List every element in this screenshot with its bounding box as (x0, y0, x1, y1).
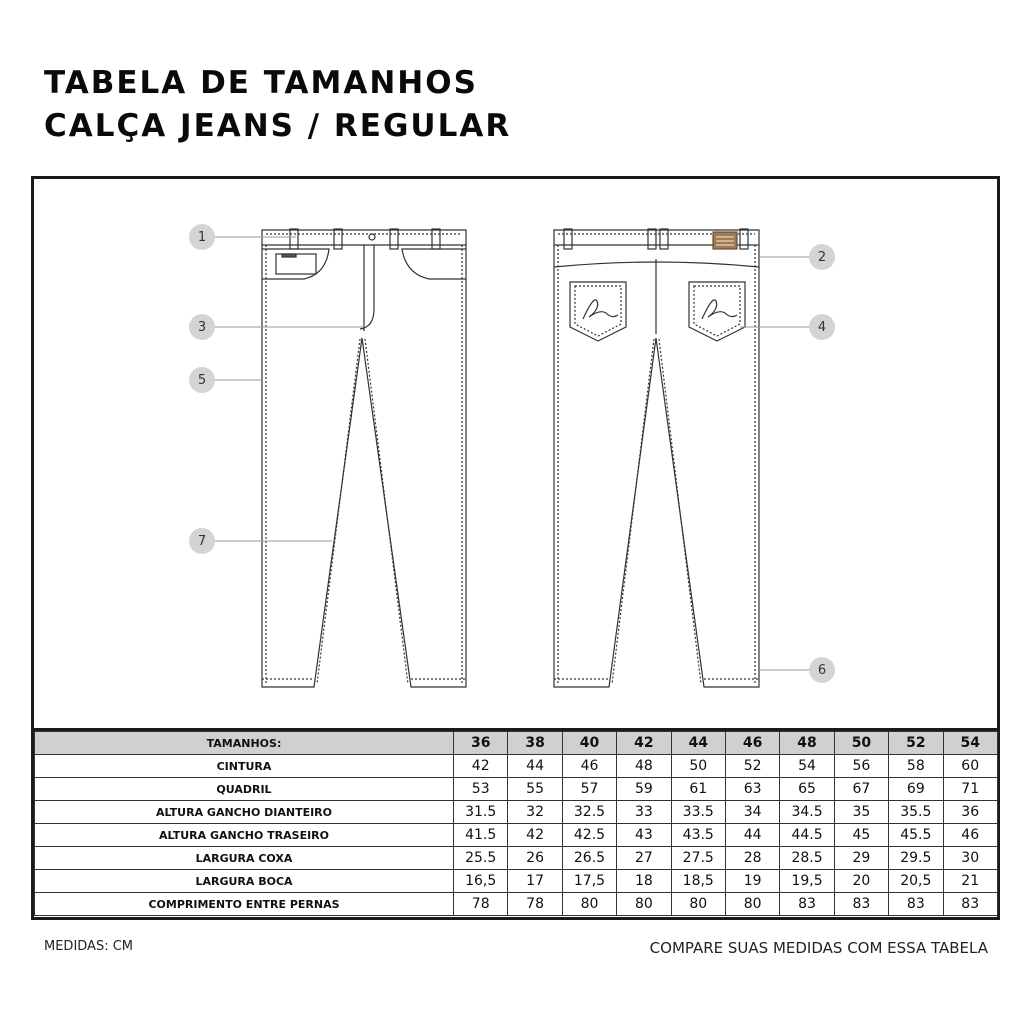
table-cell: 52 (725, 755, 779, 778)
table-cell: 42 (454, 755, 508, 778)
jeans-technical-drawing (34, 179, 997, 728)
table-cell: 80 (725, 893, 779, 916)
table-cell: 29.5 (889, 847, 943, 870)
table-cell: 46 (562, 755, 616, 778)
table-cell: 20 (834, 870, 888, 893)
size-chart-frame (31, 176, 1000, 920)
table-cell: 78 (508, 893, 562, 916)
table-cell: 43.5 (671, 824, 725, 847)
table-header-row (35, 732, 998, 755)
size-header-cell: 38 (508, 732, 562, 755)
row-label: ALTURA GANCHO TRASEIRO (35, 824, 454, 847)
table-cell: 21 (943, 870, 997, 893)
table-cell: 46 (943, 824, 997, 847)
table-cell: 28.5 (780, 847, 834, 870)
table-cell: 83 (889, 893, 943, 916)
table-cell: 53 (454, 778, 508, 801)
callout-2: 2 (809, 244, 835, 270)
table-cell: 80 (617, 893, 671, 916)
table-cell: 16,5 (454, 870, 508, 893)
table-cell: 19,5 (780, 870, 834, 893)
table-cell: 83 (780, 893, 834, 916)
table-cell: 17 (508, 870, 562, 893)
table-cell: 65 (780, 778, 834, 801)
size-header-cell: 48 (780, 732, 834, 755)
table-cell: 44.5 (780, 824, 834, 847)
table-cell: 80 (562, 893, 616, 916)
table-cell: 20,5 (889, 870, 943, 893)
table-cell: 32.5 (562, 801, 616, 824)
table-cell: 83 (834, 893, 888, 916)
row-label: CINTURA (35, 755, 454, 778)
table-cell: 34.5 (780, 801, 834, 824)
table-cell: 63 (725, 778, 779, 801)
table-cell: 48 (617, 755, 671, 778)
table-row (35, 870, 998, 893)
table-cell: 35.5 (889, 801, 943, 824)
table-cell: 30 (943, 847, 997, 870)
table-cell: 58 (889, 755, 943, 778)
header-label: TAMANHOS: (35, 732, 454, 755)
callout-4: 4 (809, 314, 835, 340)
table-cell: 60 (943, 755, 997, 778)
table-cell: 27 (617, 847, 671, 870)
table-cell: 54 (780, 755, 834, 778)
table-cell: 57 (562, 778, 616, 801)
size-header-cell: 54 (943, 732, 997, 755)
page-title-line-1: TABELA DE TAMANHOS (44, 65, 478, 101)
row-label: ALTURA GANCHO DIANTEIRO (35, 801, 454, 824)
row-label: QUADRIL (35, 778, 454, 801)
table-cell: 44 (725, 824, 779, 847)
table-cell: 28 (725, 847, 779, 870)
table-cell: 45 (834, 824, 888, 847)
size-header-cell: 46 (725, 732, 779, 755)
table-cell: 42.5 (562, 824, 616, 847)
table-cell: 41.5 (454, 824, 508, 847)
size-header-cell: 52 (889, 732, 943, 755)
row-label: LARGURA COXA (35, 847, 454, 870)
callout-7: 7 (189, 528, 215, 554)
table-cell: 42 (508, 824, 562, 847)
table-row (35, 824, 998, 847)
table-cell: 27.5 (671, 847, 725, 870)
table-row (35, 801, 998, 824)
table-row (35, 755, 998, 778)
table-cell: 80 (671, 893, 725, 916)
size-table (34, 731, 998, 916)
table-cell: 25.5 (454, 847, 508, 870)
size-header-cell: 44 (671, 732, 725, 755)
table-cell: 45.5 (889, 824, 943, 847)
table-cell: 44 (508, 755, 562, 778)
jeans-illustration (34, 179, 997, 731)
callout-3: 3 (189, 314, 215, 340)
table-row (35, 778, 998, 801)
table-cell: 61 (671, 778, 725, 801)
row-label: COMPRIMENTO ENTRE PERNAS (35, 893, 454, 916)
row-label: LARGURA BOCA (35, 870, 454, 893)
size-header-cell: 42 (617, 732, 671, 755)
table-cell: 36 (943, 801, 997, 824)
table-cell: 33 (617, 801, 671, 824)
compare-note: COMPARE SUAS MEDIDAS COM ESSA TABELA (649, 939, 988, 957)
table-row (35, 893, 998, 916)
table-cell: 56 (834, 755, 888, 778)
table-cell: 29 (834, 847, 888, 870)
table-cell: 69 (889, 778, 943, 801)
table-cell: 55 (508, 778, 562, 801)
table-cell: 71 (943, 778, 997, 801)
size-header-cell: 36 (454, 732, 508, 755)
page-title-line-2: CALÇA JEANS / REGULAR (44, 108, 512, 144)
table-cell: 26 (508, 847, 562, 870)
table-cell: 43 (617, 824, 671, 847)
size-header-cell: 50 (834, 732, 888, 755)
table-cell: 34 (725, 801, 779, 824)
table-cell: 32 (508, 801, 562, 824)
size-header-cell: 40 (562, 732, 616, 755)
table-row (35, 847, 998, 870)
callout-5: 5 (189, 367, 215, 393)
table-cell: 35 (834, 801, 888, 824)
table-cell: 50 (671, 755, 725, 778)
callout-6: 6 (809, 657, 835, 683)
table-cell: 31.5 (454, 801, 508, 824)
table-cell: 67 (834, 778, 888, 801)
table-cell: 17,5 (562, 870, 616, 893)
table-cell: 26.5 (562, 847, 616, 870)
table-cell: 78 (454, 893, 508, 916)
jeans-front-view (262, 229, 466, 687)
measurement-unit-note: MEDIDAS: CM (44, 939, 134, 954)
table-cell: 18 (617, 870, 671, 893)
jeans-back-view (554, 229, 759, 687)
table-cell: 33.5 (671, 801, 725, 824)
table-cell: 83 (943, 893, 997, 916)
callout-1: 1 (189, 224, 215, 250)
table-cell: 18,5 (671, 870, 725, 893)
table-cell: 59 (617, 778, 671, 801)
table-cell: 19 (725, 870, 779, 893)
